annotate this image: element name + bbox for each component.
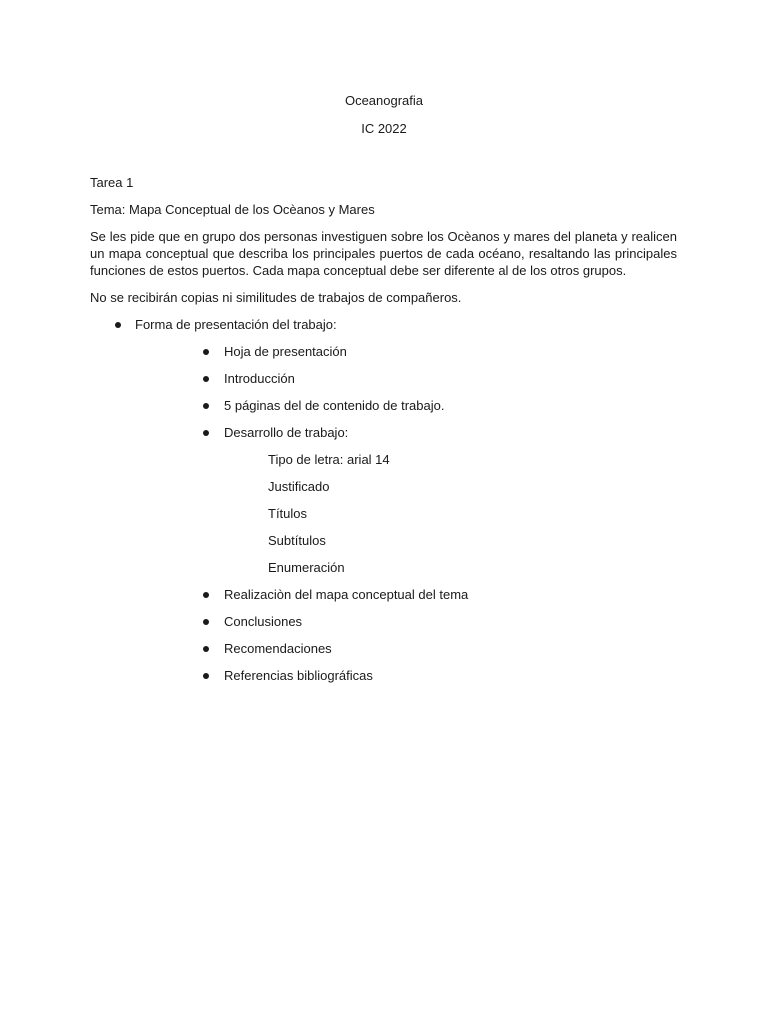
document-title: Oceanografia bbox=[344, 93, 424, 108]
assignment-label: Tarea 1 bbox=[90, 175, 134, 190]
bullet-icon bbox=[203, 667, 209, 684]
development-detail: Enumeración bbox=[268, 560, 345, 575]
format-item: Introducción bbox=[224, 371, 295, 386]
format-item: Hoja de presentación bbox=[224, 344, 347, 359]
development-detail: Justificado bbox=[268, 479, 330, 494]
format-heading: Forma de presentación del trabajo: bbox=[135, 317, 337, 332]
bullet-icon bbox=[203, 397, 209, 414]
assignment-instructions: Se les pide que en grupo dos personas investiguen sobre los Ocèanos y mares del planeta y realicen un mapa conceptual que describa los principales puertos de cada océano, resaltando las principales funciones de estos puertos. Cada mapa conceptual debe ser diferente al de los otros grupos. bbox=[90, 229, 677, 278]
assignment-note: No se recibirán copias ni similitudes de trabajos de compañeros. bbox=[90, 290, 462, 305]
bullet-icon bbox=[203, 613, 209, 630]
format-item: Desarrollo de trabajo: bbox=[224, 425, 349, 440]
bullet-icon bbox=[203, 343, 209, 360]
format-item: Recomendaciones bbox=[224, 641, 332, 656]
bullet-icon bbox=[203, 370, 209, 387]
bullet-icon bbox=[203, 586, 209, 603]
development-detail: Subtítulos bbox=[268, 533, 326, 548]
assignment-topic: Tema: Mapa Conceptual de los Ocèanos y Mares bbox=[90, 202, 375, 217]
development-detail: Títulos bbox=[268, 506, 308, 521]
bullet-icon bbox=[115, 316, 121, 333]
format-item: Realizaciòn del mapa conceptual del tema bbox=[224, 587, 469, 602]
format-item: Conclusiones bbox=[224, 614, 303, 629]
document-term: IC 2022 bbox=[361, 121, 407, 136]
bullet-icon bbox=[203, 424, 209, 441]
bullet-icon bbox=[203, 640, 209, 657]
format-item: Referencias bibliográficas bbox=[224, 668, 373, 683]
development-detail: Tipo de letra: arial 14 bbox=[268, 452, 390, 467]
format-item: 5 páginas del de contenido de trabajo. bbox=[224, 398, 445, 413]
